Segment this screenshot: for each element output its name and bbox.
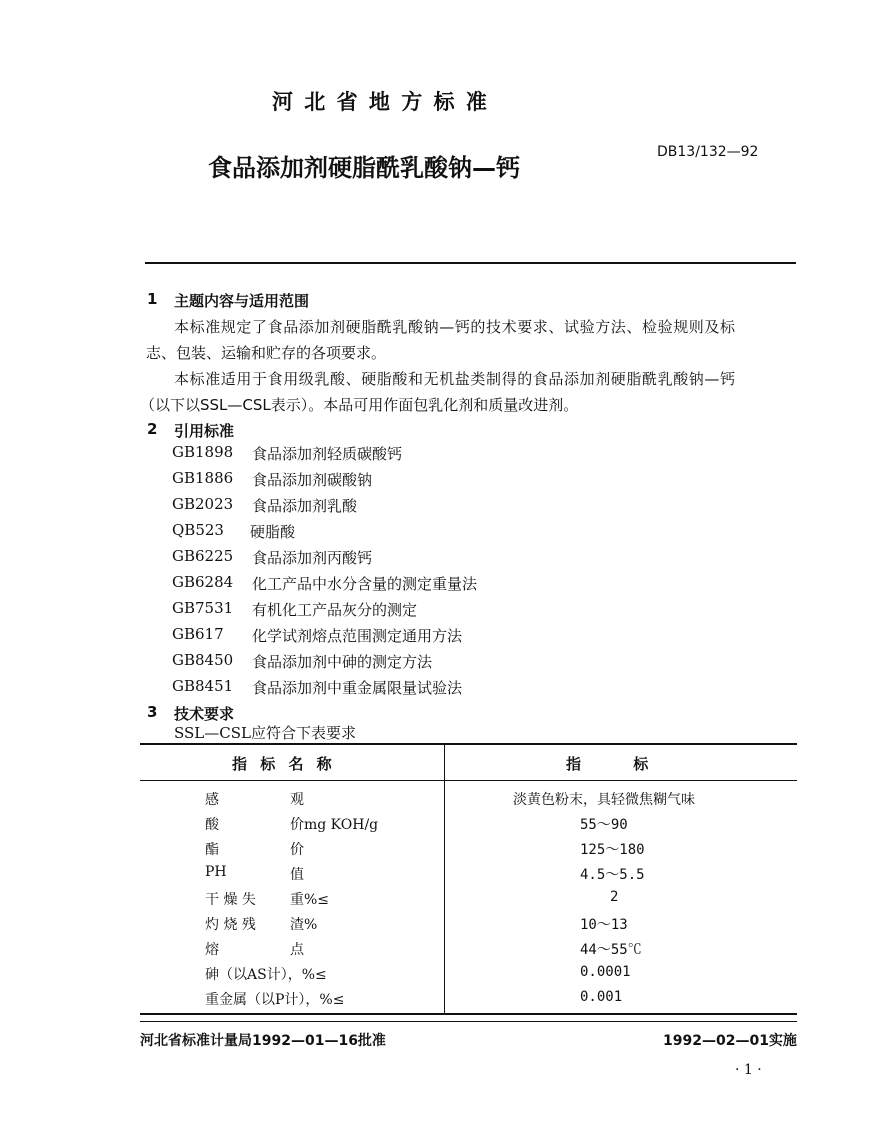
section-2-number: 2: [147, 420, 158, 438]
issuing-authority: 河 北 省 地 方 标 准: [272, 90, 489, 114]
row-name: 酯: [205, 842, 219, 858]
reference-name: 硬脂酸: [250, 523, 296, 541]
reference-name: 有机化工产品灰分的测定: [252, 601, 418, 619]
row-value: 10～13: [580, 917, 628, 933]
table-row: [0, 789, 869, 813]
table-row: [0, 939, 869, 963]
row-value: 125～180: [580, 842, 645, 858]
row-name: 灼 烧 残: [205, 917, 256, 933]
section-1-paragraph-1-line-2: 志、包装、运输和贮存的各项要求。: [146, 344, 387, 362]
row-value: 0.001: [580, 989, 623, 1005]
table-row: [0, 889, 869, 913]
row-value: 44～55℃: [580, 942, 642, 958]
row-name: 熔: [205, 942, 219, 958]
row-unit: 点: [290, 942, 304, 958]
standard-code: DB13/132—92: [657, 144, 759, 160]
row-name: 酸: [205, 817, 219, 833]
reference-name: 食品添加剂丙酸钙: [252, 549, 373, 567]
section-1-number: 1: [147, 290, 158, 308]
row-unit: 值: [290, 867, 304, 883]
reference-row: [0, 443, 869, 465]
document-title: 食品添加剂硬脂酰乳酸钠—钙: [208, 154, 520, 182]
reference-code: GB1898: [172, 443, 234, 461]
reference-code: GB8451: [172, 677, 234, 695]
effective-date: 1992—02—01实施: [663, 1033, 797, 1049]
section-3-intro: SSL—CSL应符合下表要求: [174, 724, 356, 742]
section-1-paragraph-2-line-2: （以下以SSL—CSL表示）。本品可用作面包乳化剂和质量改进剂。: [140, 396, 579, 414]
row-unit: 渣%: [290, 917, 318, 933]
row-name: 干 燥 失: [205, 892, 256, 908]
reference-code: GB1886: [172, 469, 234, 487]
reference-row: [0, 651, 869, 673]
reference-row: [0, 625, 869, 647]
row-unit: 观: [290, 792, 304, 808]
table-row: [0, 964, 869, 988]
table-top-rule: [140, 743, 797, 745]
reference-code: GB617: [172, 625, 224, 643]
approval-date: 河北省标准计量局1992—01—16批准: [140, 1033, 386, 1049]
reference-row: [0, 521, 869, 543]
reference-name: 食品添加剂乳酸: [252, 497, 358, 515]
table-row: [0, 914, 869, 938]
row-unit: 价mg KOH/g: [290, 817, 379, 833]
footer-rule: [140, 1021, 797, 1022]
reference-row: [0, 547, 869, 569]
table-row: [0, 989, 869, 1013]
row-value: 2: [610, 889, 619, 905]
row-name: PH: [205, 864, 227, 880]
row-name: 砷（以AS计），%≤: [205, 967, 327, 983]
reference-code: GB7531: [172, 599, 234, 617]
table-bottom-rule: [140, 1013, 797, 1015]
reference-code: GB6225: [172, 547, 234, 565]
table-header-rule: [140, 780, 797, 781]
reference-row: [0, 495, 869, 517]
page-number: · 1 ·: [735, 1062, 762, 1078]
reference-row: [0, 599, 869, 621]
row-unit: 重%≤: [290, 892, 330, 908]
section-2-heading: 引用标准: [174, 422, 235, 440]
section-1-paragraph-2-line-1: 本标准适用于食用级乳酸、硬脂酸和无机盐类制得的食品添加剂硬脂酰乳酸钠—钙: [174, 370, 736, 388]
reference-row: [0, 469, 869, 491]
row-value: 淡黄色粉末，具轻微焦糊气味: [513, 792, 695, 808]
header-divider: [145, 262, 796, 264]
reference-code: QB523: [172, 521, 224, 539]
table-row: [0, 839, 869, 863]
reference-name: 食品添加剂碳酸钠: [252, 471, 373, 489]
row-value: 55～90: [580, 817, 628, 833]
reference-code: GB8450: [172, 651, 234, 669]
table-row: [0, 814, 869, 838]
reference-name: 食品添加剂中砷的测定方法: [252, 653, 433, 671]
row-unit: 价: [290, 842, 304, 858]
reference-name: 食品添加剂中重金属限量试验法: [252, 679, 463, 697]
section-1-paragraph-1-line-1: 本标准规定了食品添加剂硬脂酰乳酸钠—钙的技术要求、试验方法、检验规则及标: [174, 318, 736, 336]
table-header-name: 指 标 名 称: [232, 755, 336, 773]
reference-row: [0, 677, 869, 699]
row-value: 0.0001: [580, 964, 631, 980]
reference-row: [0, 573, 869, 595]
row-value: 4.5～5.5: [580, 867, 645, 883]
reference-code: GB2023: [172, 495, 234, 513]
reference-name: 化学试剂熔点范围测定通用方法: [252, 627, 463, 645]
row-name: 重金属（以P计），%≤: [205, 992, 345, 1008]
section-1-heading: 主题内容与适用范围: [174, 292, 310, 310]
reference-name: 食品添加剂轻质碳酸钙: [252, 445, 403, 463]
row-name: 感: [205, 792, 219, 808]
table-row: [0, 864, 869, 888]
table-header-value: 指 标: [566, 755, 649, 773]
reference-code: GB6284: [172, 573, 234, 591]
section-3-number: 3: [147, 703, 158, 721]
section-3-heading: 技术要求: [174, 705, 235, 723]
reference-name: 化工产品中水分含量的测定重量法: [252, 575, 478, 593]
